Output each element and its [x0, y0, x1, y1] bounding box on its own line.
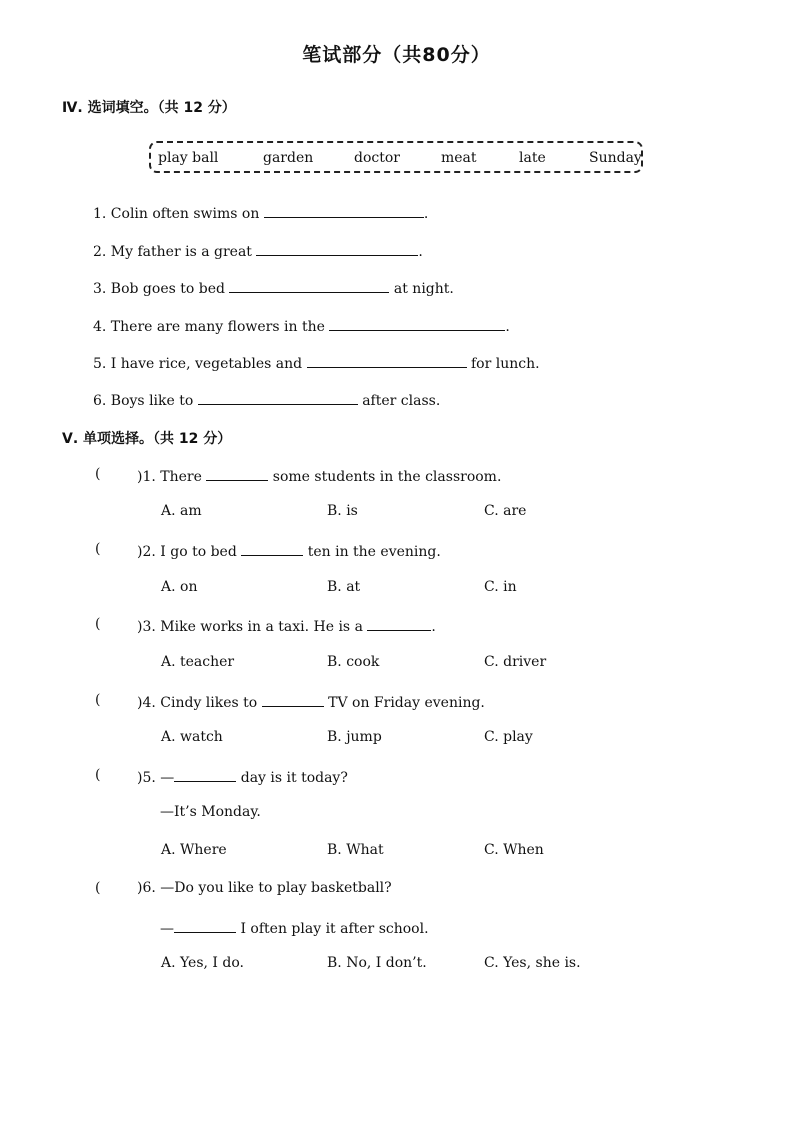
reply-text: I often play it after school.	[240, 921, 429, 937]
question-6	[137, 880, 392, 896]
question-text: )5. —	[137, 770, 175, 786]
option-c: C. Yes, she is.	[484, 955, 581, 971]
fill-item-text: 2. My father is a great	[93, 244, 252, 260]
question-text: )2. I go to bed	[137, 544, 237, 560]
fill-item-text: .	[418, 244, 423, 260]
option-a: A. on	[161, 579, 198, 595]
option-b: B. cook	[327, 654, 380, 670]
fill-item-text: for lunch.	[471, 356, 540, 372]
question-4	[137, 692, 485, 711]
answer-blank	[174, 767, 236, 782]
word-bank-item: late	[519, 150, 546, 166]
question-5	[137, 767, 348, 786]
page-title: 笔试部分（共80分）	[302, 44, 491, 66]
question-3	[137, 616, 436, 635]
answer-paren[interactable]: (	[95, 880, 101, 896]
answer-blank	[206, 466, 268, 481]
fill-item-text: at night.	[393, 281, 454, 297]
question-text: )6. —Do you like to play basketball?	[137, 880, 392, 896]
fill-item-1	[93, 203, 428, 222]
word-bank-item: garden	[263, 150, 314, 166]
answer-blank[interactable]	[256, 241, 418, 256]
fill-item-text: 1. Colin often swims on	[93, 206, 260, 222]
question-1	[137, 466, 501, 485]
answer-paren[interactable]: (	[95, 692, 101, 708]
option-c: C. When	[484, 842, 544, 858]
answer-blank	[174, 918, 236, 933]
question-text: )3. Mike works in a taxi. He is a	[137, 619, 363, 635]
fill-item-text: 6. Boys like to	[93, 393, 194, 409]
question-text: .	[431, 619, 436, 635]
reply-text: —It’s Monday.	[160, 804, 261, 820]
option-b: B. jump	[327, 729, 382, 745]
word-bank-item: Sunday	[589, 150, 642, 166]
option-c: C. are	[484, 503, 527, 519]
reply-text: —	[160, 921, 174, 937]
question-text: )4. Cindy likes to	[137, 695, 258, 711]
answer-blank	[241, 541, 303, 556]
word-bank-item: doctor	[354, 150, 400, 166]
option-c: C. play	[484, 729, 533, 745]
option-b: B. is	[327, 503, 358, 519]
option-c: C. driver	[484, 654, 547, 670]
answer-blank[interactable]	[229, 278, 389, 293]
fill-item-6	[93, 390, 440, 409]
option-a: A. teacher	[161, 654, 235, 670]
option-a: A. watch	[161, 729, 223, 745]
answer-blank[interactable]	[307, 353, 467, 368]
fill-item-3	[93, 278, 454, 297]
fill-item-2	[93, 241, 423, 260]
section-5-heading: Ⅴ. 单项选择。（共 12 分）	[62, 431, 232, 447]
question-text: some students in the classroom.	[272, 469, 502, 485]
answer-blank	[367, 616, 431, 631]
question-text: )1. There	[137, 469, 202, 485]
section-4-heading: Ⅳ. 选词填空。（共 12 分）	[62, 100, 236, 116]
answer-blank	[262, 692, 324, 707]
answer-blank[interactable]	[329, 316, 505, 331]
fill-item-text: after class.	[362, 393, 441, 409]
fill-item-text: 5. I have rice, vegetables and	[93, 356, 303, 372]
fill-item-5	[93, 353, 540, 372]
option-b: B. What	[327, 842, 384, 858]
question-text: day is it today?	[240, 770, 348, 786]
option-c: C. in	[484, 579, 517, 595]
fill-item-4	[93, 316, 510, 335]
question-text: ten in the evening.	[307, 544, 441, 560]
option-b: B. at	[327, 579, 361, 595]
option-a: A. Where	[161, 842, 227, 858]
fill-item-text: 3. Bob goes to bed	[93, 281, 225, 297]
answer-paren[interactable]: (	[95, 466, 101, 482]
fill-item-text: .	[505, 319, 510, 335]
question-2	[137, 541, 441, 560]
fill-item-text: 4. There are many flowers in the	[93, 319, 325, 335]
answer-blank[interactable]	[198, 390, 358, 405]
answer-paren[interactable]: (	[95, 541, 101, 557]
answer-paren[interactable]: (	[95, 767, 101, 783]
option-b: B. No, I don’t.	[327, 955, 427, 971]
fill-item-text: .	[423, 206, 429, 222]
answer-blank[interactable]	[264, 203, 424, 218]
option-a: A. am	[161, 503, 202, 519]
question-text: TV on Friday evening.	[328, 695, 485, 711]
word-bank-item: play ball	[158, 150, 219, 166]
reply-line	[160, 918, 429, 937]
option-a: A. Yes, I do.	[161, 955, 244, 971]
word-bank-item: meat	[441, 150, 477, 166]
answer-paren[interactable]: (	[95, 616, 101, 632]
